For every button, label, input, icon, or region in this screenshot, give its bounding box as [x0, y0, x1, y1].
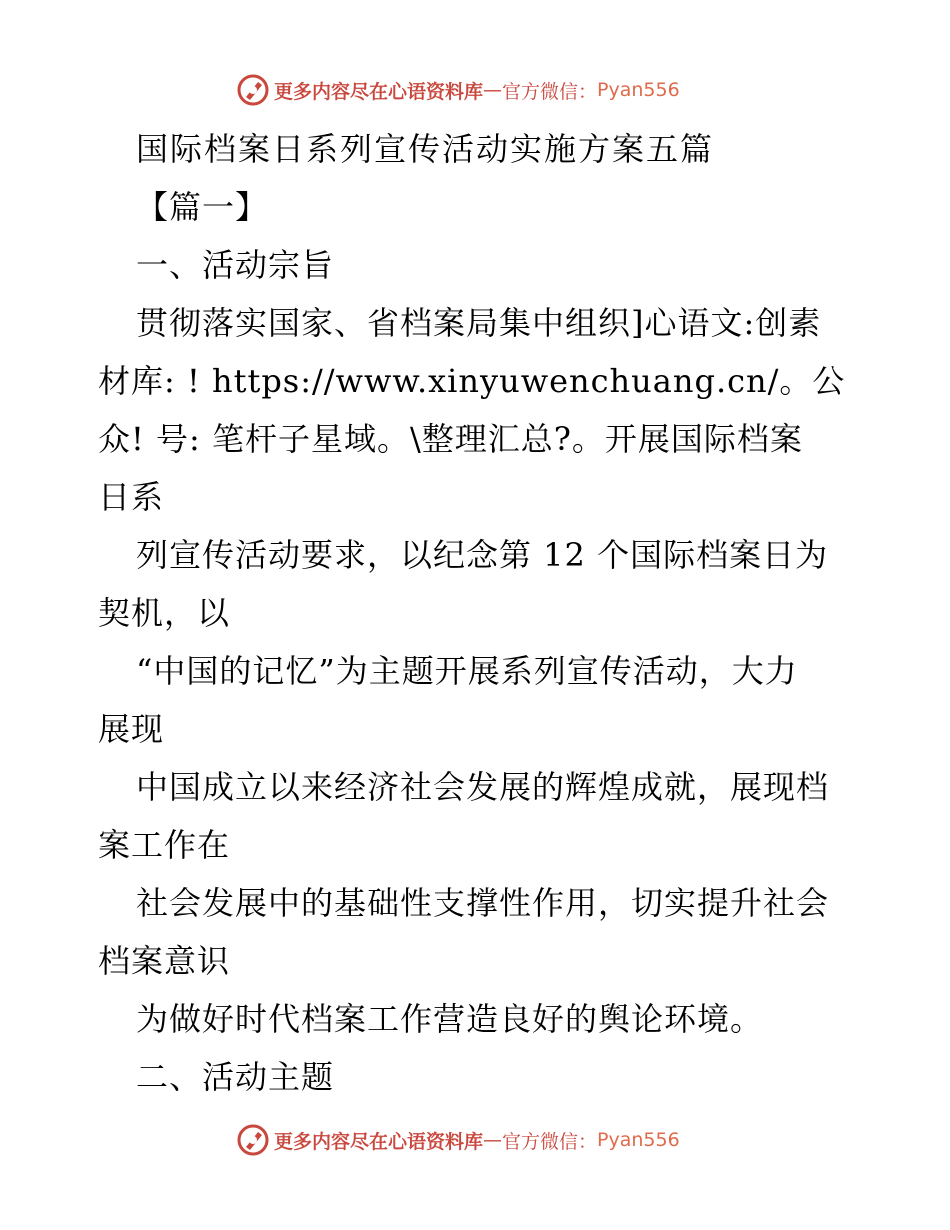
paragraph-line: “中国的记忆”为主题开展系列宣传活动，大力	[136, 652, 798, 690]
banner-wechat-label: 官方微信：	[502, 80, 598, 103]
banner-wechat-label: 官方微信：	[502, 1130, 598, 1153]
paragraph-line: 日系	[98, 478, 165, 516]
pen-logo-icon	[236, 73, 270, 107]
heading-activity-theme: 二、活动主题	[136, 1058, 335, 1096]
banner-wechat-id: Pyan556	[597, 79, 680, 101]
paragraph-line: 档案意识	[98, 942, 231, 980]
paragraph-line: 社会发展中的基础性支撑性作用，切实提升社会	[136, 884, 830, 922]
banner-main-text: 更多内容尽在心语资料库	[274, 1130, 484, 1153]
banner-wechat-id: Pyan556	[597, 1129, 680, 1151]
pen-logo-icon	[236, 1123, 270, 1157]
header-watermark-banner	[236, 72, 716, 108]
banner-separator: —	[483, 79, 503, 101]
banner-main-text: 更多内容尽在心语资料库	[274, 80, 484, 103]
paragraph-line: 契机，以	[98, 594, 231, 632]
paragraph-line: 展现	[98, 710, 165, 748]
paragraph-line: 为做好时代档案工作营造良好的舆论环境。	[136, 1000, 764, 1038]
heading-activity-purpose: 一、活动宗旨	[136, 246, 335, 284]
paragraph-line: 贯彻落实国家、省档案局集中组织]心语文:创素	[136, 304, 822, 342]
paragraph-line: 材库: ! https://www.xinyuwenchuang.cn/。公	[98, 362, 846, 400]
document-body	[98, 120, 858, 1106]
section-label: 【篇一】	[136, 188, 269, 226]
document-title: 国际档案日系列宣传活动实施方案五篇	[136, 130, 715, 168]
paragraph-line: 案工作在	[98, 826, 231, 864]
footer-watermark-banner	[236, 1122, 716, 1158]
paragraph-line: 列宣传活动要求，以纪念第 12 个国际档案日为	[136, 536, 829, 574]
banner-separator: —	[483, 1129, 503, 1151]
paragraph-line: 中国成立以来经济社会发展的辉煌成就，展现档	[136, 768, 830, 806]
paragraph-line: 众! 号: 笔杆子星域。\整理汇总?。开展国际档案	[98, 420, 803, 458]
